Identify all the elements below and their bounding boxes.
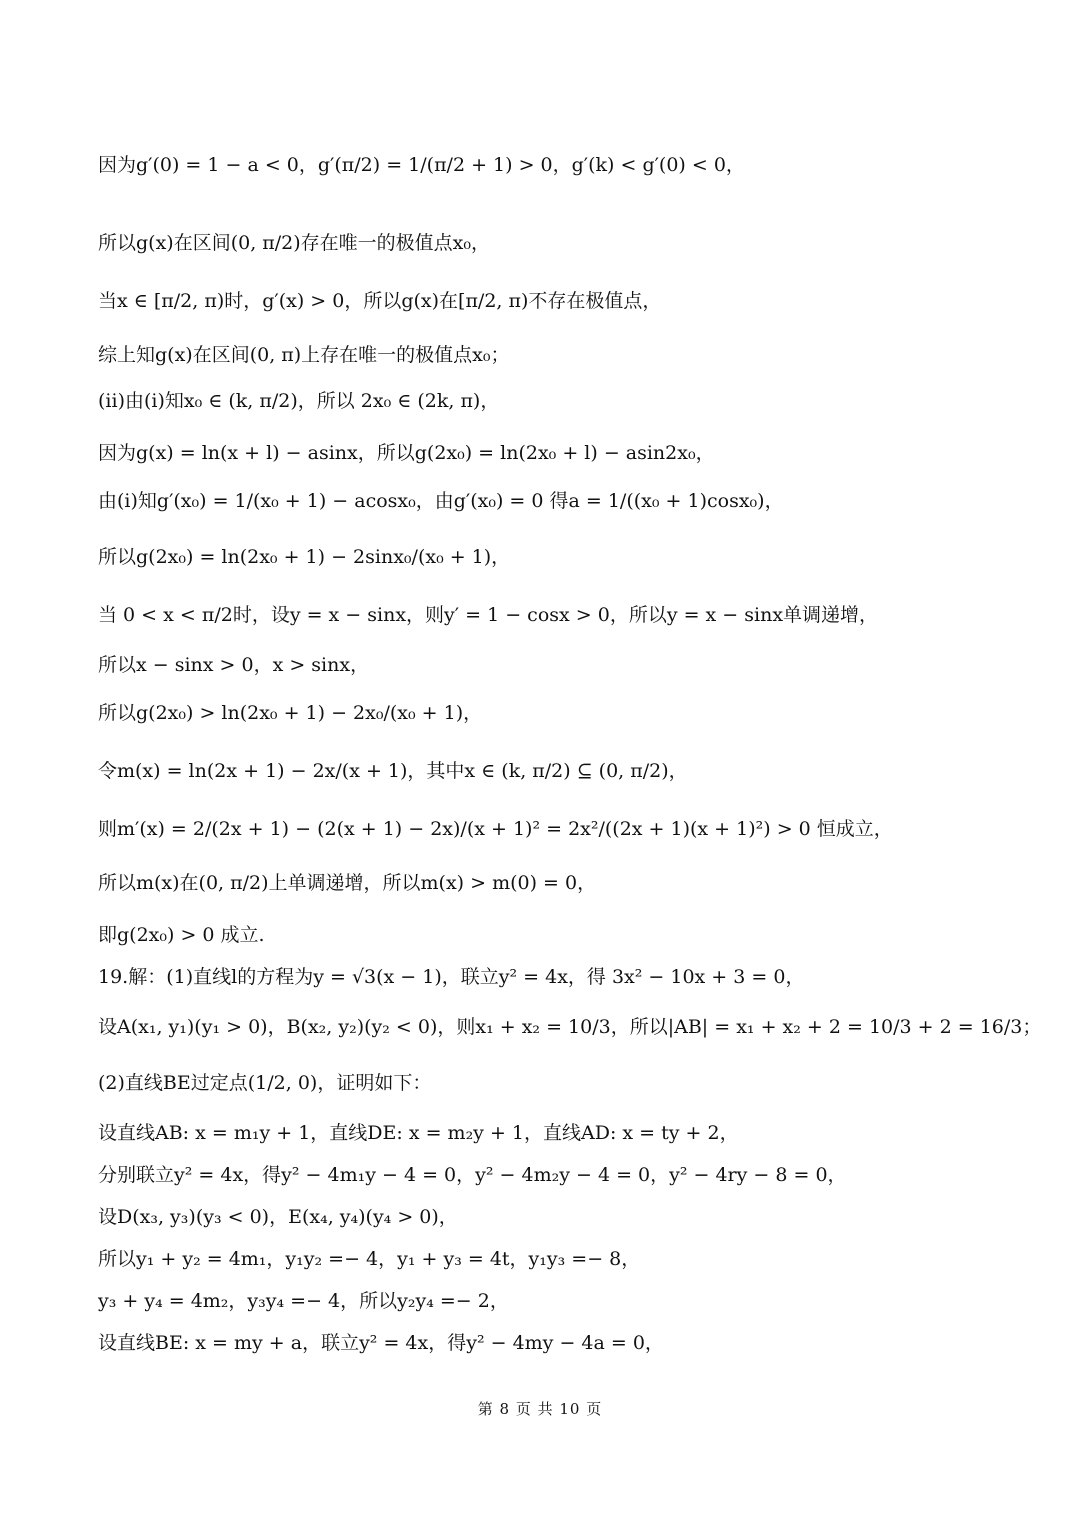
- text-line-4: 综上知g(x)在区间(0, π)上存在唯一的极值点x₀；: [98, 344, 510, 366]
- text-line-6: 因为g(x) = ln(x + l) − asinx，所以g(2x₀) = ln(2x₀ + l) − asin2x₀，: [98, 442, 715, 464]
- text-line-15: 即g(2x₀) > 0 成立.: [98, 924, 265, 946]
- text-line-3: 当x ∈ [π/2, π)时，g′(x) > 0，所以g(x)在[π/2, π)不存在极值点，: [98, 290, 662, 312]
- text-line-19: 设直线AB: x = m₁y + 1，直线DE: x = m₂y + 1，直线AD: x = ty + 2，: [98, 1122, 739, 1144]
- page-footer: 第 8 页 共 10 页: [477, 1400, 603, 1418]
- text-line-12: 令m(x) = ln(2x + 1) − 2x/(x + 1)，其中x ∈ (k, π/2) ⊆ (0, π/2)，: [98, 760, 688, 782]
- text-line-17: 设A(x₁, y₁)(y₁ > 0)，B(x₂, y₂)(y₂ < 0)，则x₁ + x₂ = 10/3，所以|AB| = x₁ + x₂ + 2 = 10/3 + 2 = 16/3；: [98, 1016, 1042, 1038]
- text-line-20: 分别联立y² = 4x，得y² − 4m₁y − 4 = 0，y² − 4m₂y − 4 = 0，y² − 4ry − 8 = 0，: [98, 1164, 847, 1186]
- text-line-8: 所以g(2x₀) = ln(2x₀ + 1) − 2sinx₀/(x₀ + 1)，: [98, 546, 511, 568]
- text-line-24: 设直线BE: x = my + a，联立y² = 4x，得y² − 4my − 4a = 0，: [98, 1332, 664, 1354]
- text-line-13: 则m′(x) = 2/(2x + 1) − (2(x + 1) − 2x)/(x + 1)² = 2x²/((2x + 1)(x + 1)²) > 0 恒成立，: [98, 818, 893, 840]
- text-line-22: 所以y₁ + y₂ = 4m₁，y₁y₂ =− 4，y₁ + y₃ = 4t，y₁y₃ =− 8，: [98, 1248, 641, 1270]
- text-line-14: 所以m(x)在(0, π/2)上单调递增，所以m(x) > m(0) = 0，: [98, 872, 597, 894]
- text-line-18: (2)直线BE过定点(1/2, 0)，证明如下：: [98, 1072, 432, 1094]
- text-line-1: 因为g′(0) = 1 − a < 0，g′(π/2) = 1/(π/2 + 1) > 0，g′(k) < g′(0) < 0，: [98, 154, 745, 176]
- text-line-23: y₃ + y₄ = 4m₂，y₃y₄ =− 4，所以y₂y₄ =− 2，: [98, 1290, 509, 1312]
- text-line-16: 19.解：(1)直线l的方程为y = √3(x − 1)，联立y² = 4x，得 3x² − 10x + 3 = 0，: [98, 966, 805, 988]
- text-line-5: (ii)由(i)知x₀ ∈ (k, π/2)，所以 2x₀ ∈ (2k, π)，: [98, 390, 500, 412]
- text-line-9: 当 0 < x < π/2时，设y = x − sinx，则y′ = 1 − cosx > 0，所以y = x − sinx单调递增，: [98, 604, 879, 626]
- text-line-2: 所以g(x)在区间(0, π/2)存在唯一的极值点x₀，: [98, 232, 491, 254]
- text-line-21: 设D(x₃, y₃)(y₃ < 0)，E(x₄, y₄)(y₄ > 0)，: [98, 1206, 458, 1228]
- text-line-10: 所以x − sinx > 0，x > sinx，: [98, 654, 370, 676]
- text-line-11: 所以g(2x₀) > ln(2x₀ + 1) − 2x₀/(x₀ + 1)，: [98, 702, 483, 724]
- text-line-7: 由(i)知g′(x₀) = 1/(x₀ + 1) − acosx₀，由g′(x₀) = 0 得a = 1/((x₀ + 1)cosx₀)，: [98, 490, 784, 512]
